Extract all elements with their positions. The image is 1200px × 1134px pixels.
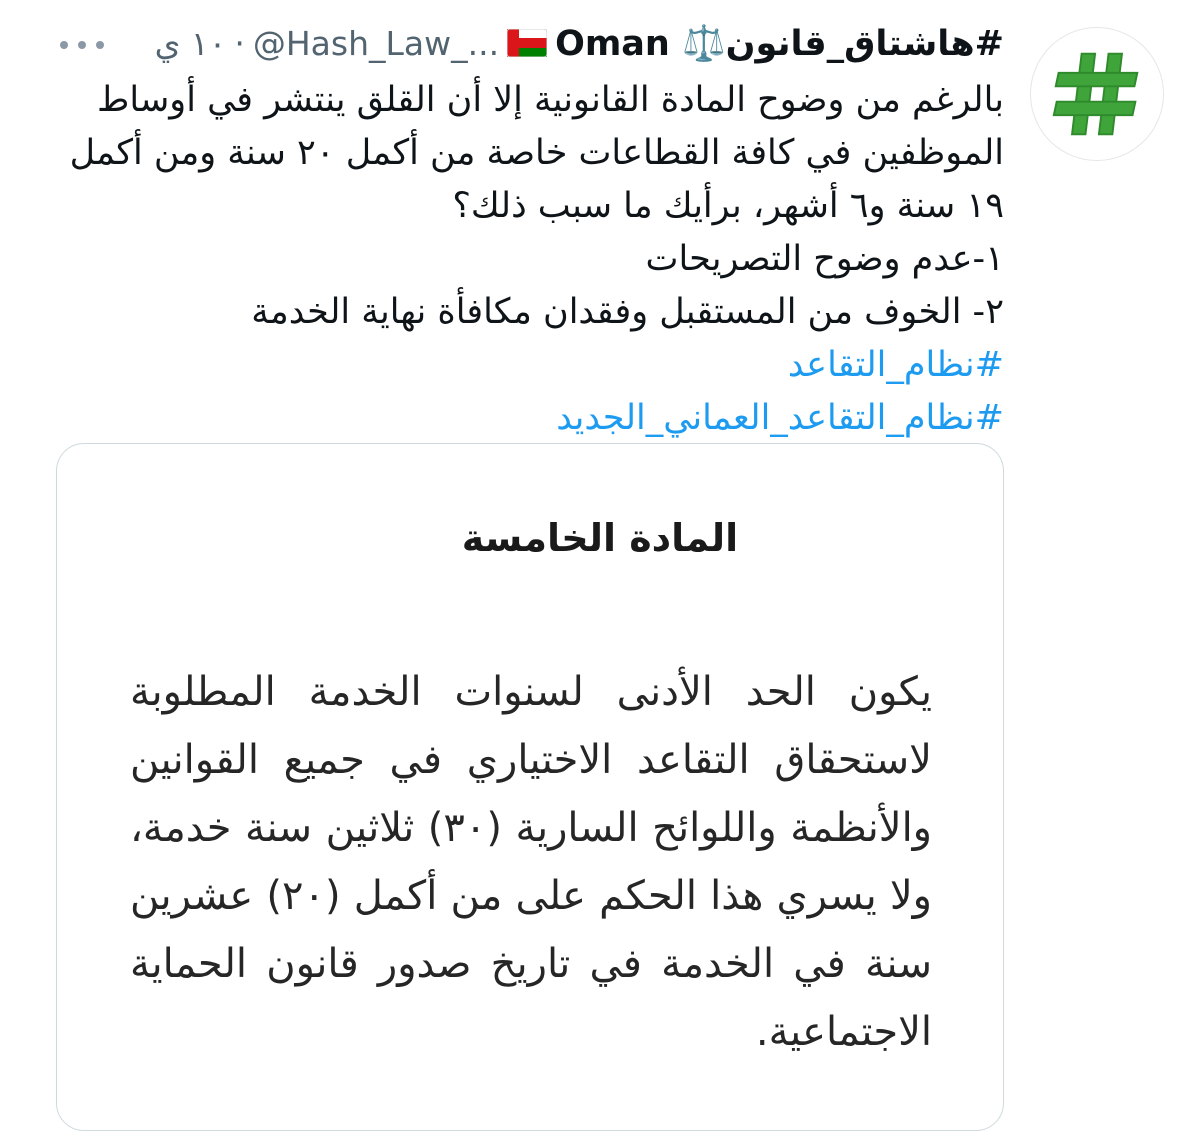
author-handle[interactable]: @Hash_Law_...: [252, 23, 500, 63]
hashtag-icon: [1049, 46, 1145, 142]
tweet-text-line: ١٩ سنة و٦ أشهر، برأيك ما سبب ذلك؟: [452, 186, 1004, 226]
tweet-text-line: بالرغم من وضوح المادة القانونية إلا أن القلق ينتشر في أوساط: [96, 80, 1004, 120]
separator-dot: ·: [234, 23, 245, 63]
card-body-text: يكون الحد الأدنى لسنوات الخدمة المطلوبة لاستحقاق التقاعد الاختياري في جميع القوانين والأنظمة واللوائح السارية (٣٠) ثلاثين سنة خدمة، ولا يسري هذا الحكم على من أكمل (٢٠) عشرين سنة في الخدمة في تاريخ صدور قانون الحماية الاجتماعية.: [130, 669, 932, 1055]
tweet-text: [69, 74, 1004, 445]
hashtag-link[interactable]: #نظام_التقاعد_العماني_الجديد: [556, 398, 1004, 438]
tweet-time[interactable]: ١٠ ي: [154, 23, 227, 63]
author-display-name[interactable]: #هاشتاق_قانون⚖️ Oman: [555, 23, 1004, 64]
tweet-text-line: ٢- الخوف من المستقبل وفقدان مكافأة نهاية الخدمة: [251, 292, 1004, 332]
tweet-text-line: الموظفين في كافة القطاعات خاصة من أكمل ٢٠ سنة ومن أكمل: [69, 133, 1004, 173]
card-title: المادة الخامسة: [461, 516, 739, 560]
tweet-text-line: ١-عدم وضوح التصريحات: [645, 239, 1004, 279]
hashtag-link[interactable]: #نظام_التقاعد: [787, 345, 1004, 385]
author-avatar[interactable]: [1030, 27, 1164, 161]
tweet-header: [155, 18, 1004, 68]
more-options-icon[interactable]: [60, 30, 104, 60]
oman-flag-icon: [507, 29, 547, 57]
